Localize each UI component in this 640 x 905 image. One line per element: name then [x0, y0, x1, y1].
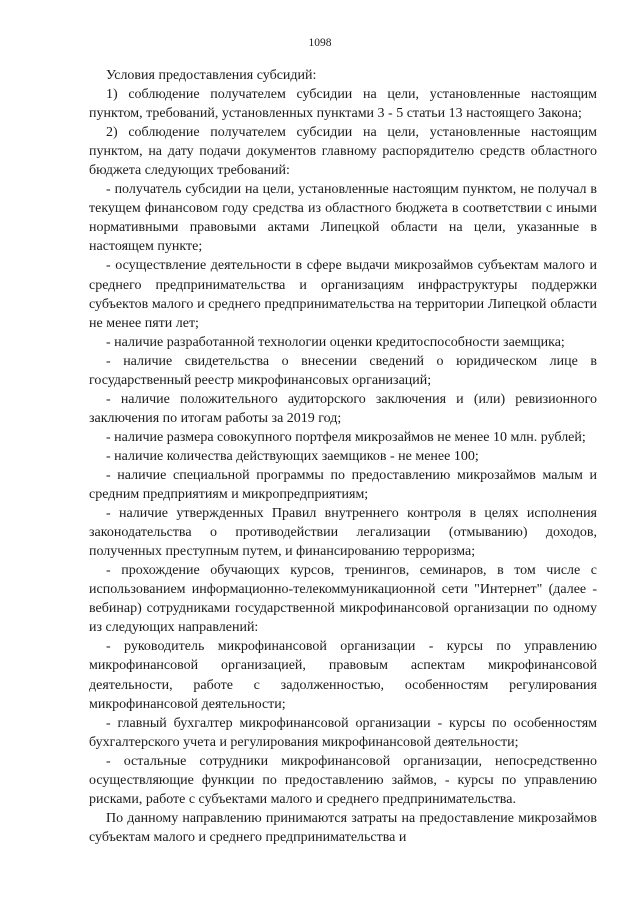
- paragraph-requirement: - наличие количества действующих заемщиков - не менее 100;: [106, 448, 479, 464]
- document-body: [89, 66, 597, 847]
- paragraph-requirement: - наличие специальной программы по предоставлению микрозаймов малым и средним предприятиям и микропредприятиям;: [89, 467, 597, 503]
- paragraph-requirement: - прохождение обучающих курсов, тренингов, семинаров, в том числе с использованием информационно-телекоммуникационной сети "Интернет" (далее - вебинар) сотрудниками государственной микрофинансовой организации по одному из следующих направлений:: [89, 563, 597, 636]
- paragraph-training-direction: - главный бухгалтер микрофинансовой организации - курсы по особенностям бухгалтерского учета и регулирования микрофинансовой деятельности;: [89, 715, 597, 750]
- page-number: 1098: [308, 37, 332, 49]
- paragraph-requirement: - наличие положительного аудиторского заключения и (или) ревизионного заключения по итогам работы за 2019 год;: [89, 391, 597, 426]
- paragraph-requirement: - наличие разработанной технологии оценки кредитоспособности заемщика;: [106, 334, 565, 350]
- paragraph-expenses: По данному направлению принимаются затраты на предоставление микрозаймов субъектам малого и среднего предпринимательства и: [89, 810, 597, 845]
- paragraph-condition-1: 1) соблюдение получателем субсидии на цели, установленные настоящим пунктом, требований, установленных пунктами 3 - 5 статьи 13 настоящего Закона;: [89, 87, 597, 122]
- paragraph-training-direction: - остальные сотрудники микрофинансовой организации, непосредственно осуществляющие функции по предоставлению займов, - курсы по управлению рисками, работе с субъектами малого и среднего предпринимательства.: [89, 753, 597, 807]
- paragraph-conditions-heading: Условия предоставления субсидий:: [106, 68, 317, 83]
- paragraph-requirement: - осуществление деятельности в сфере выдачи микрозаймов субъектам малого и среднего предпринимательства и организациям инфраструктуры поддержки субъектов малого и среднего предпринимательства на территории Липецкой области не менее пяти лет;: [89, 258, 597, 331]
- paragraph-requirement: - получатель субсидии на цели, установленные настоящим пунктом, не получал в текущем финансовом году средства из областного бюджета в соответствии с иными нормативными правовыми актами Липецкой области на цели, указанные в настоящем пункте;: [89, 182, 597, 255]
- paragraph-requirement: - наличие утвержденных Правил внутреннего контроля в целях исполнения законодательства о противодействии легализации (отмыванию) доходов, полученных преступным путем, и финансированию терроризма;: [89, 506, 597, 560]
- paragraph-condition-2: 2) соблюдение получателем субсидии на цели, установленные настоящим пунктом, на дату подачи документов главному распорядителю средств областного бюджета следующих требований:: [89, 125, 597, 179]
- paragraph-requirement: - наличие размера совокупного портфеля микрозаймов не менее 10 млн. рублей;: [106, 429, 586, 445]
- paragraph-requirement: - наличие свидетельства о внесении сведений о юридическом лице в государственный реестр микрофинансовых организаций;: [89, 353, 597, 388]
- paragraph-training-direction: - руководитель микрофинансовой организации - курсы по управлению микрофинансовой организацией, правовым аспектам микрофинансовой деятельности, работе с задолженностью, особенностям регулирования микрофинансовой деятельности;: [89, 639, 597, 712]
